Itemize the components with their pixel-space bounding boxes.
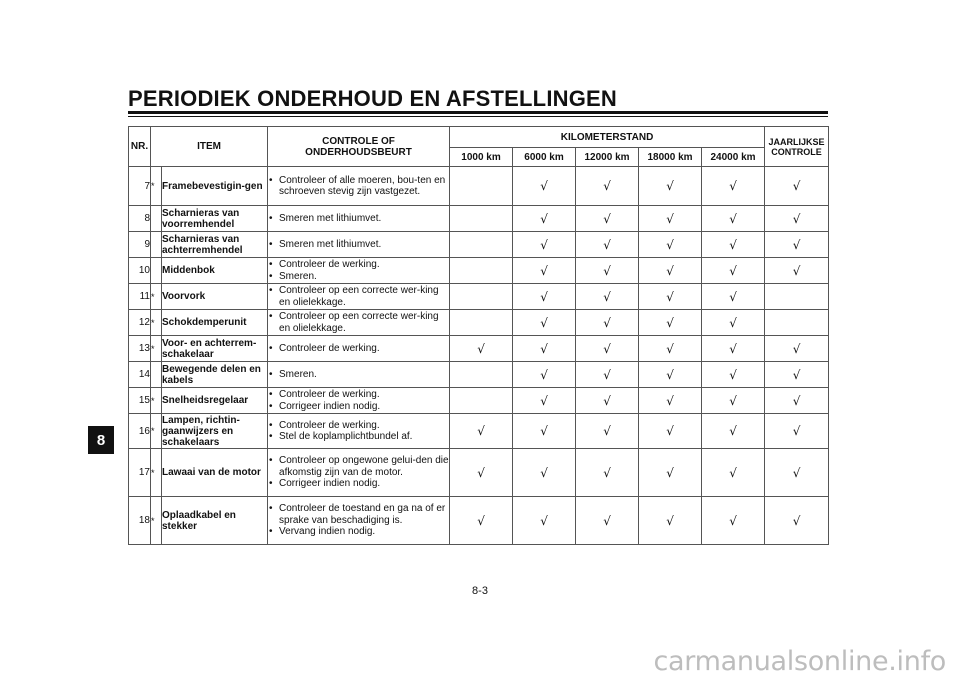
row-number: 7	[129, 167, 151, 206]
control-action: • Controleer op een correcte wer-king en olielekkage.	[268, 285, 449, 308]
interval-check: √	[639, 449, 702, 497]
interval-check	[450, 310, 513, 336]
item-name: Bewegende delen en kabels	[162, 362, 268, 388]
interval-check: √	[702, 449, 765, 497]
control-action: • Vervang indien nodig.	[268, 526, 449, 538]
item-name: Lawaai van de motor	[162, 449, 268, 497]
interval-check: √	[702, 388, 765, 414]
row-number: 8	[129, 206, 151, 232]
interval-check	[450, 284, 513, 310]
item-name: Oplaadkabel en stekker	[162, 497, 268, 545]
interval-check: √	[576, 497, 639, 545]
row-number: 14	[129, 362, 151, 388]
header-km: 18000 km	[639, 148, 702, 167]
control-actions	[268, 336, 450, 362]
dealer-service-marker	[151, 232, 162, 258]
item-name: Lampen, richtin-gaanwijzers en schakelaars	[162, 414, 268, 449]
header-km: 24000 km	[702, 148, 765, 167]
header-annual: JAARLIJKSE CONTROLE	[765, 127, 829, 167]
dealer-service-marker: *	[151, 388, 162, 414]
row-number: 9	[129, 232, 151, 258]
watermark: carmanualsonline.info	[653, 646, 946, 677]
interval-check: √	[576, 449, 639, 497]
dealer-service-marker: *	[151, 336, 162, 362]
title-rule-thick	[128, 111, 828, 114]
control-action: • Controleer of alle moeren, bou-ten en schroeven stevig zijn vastgezet.	[268, 175, 449, 198]
control-action: • Smeren met lithiumvet.	[268, 239, 449, 251]
interval-check: √	[513, 284, 576, 310]
row-number: 16	[129, 414, 151, 449]
interval-check: √	[639, 167, 702, 206]
interval-check: √	[513, 167, 576, 206]
interval-check: √	[576, 258, 639, 284]
interval-check: √	[639, 497, 702, 545]
header-km: 1000 km	[450, 148, 513, 167]
annual-check: √	[765, 414, 829, 449]
dealer-service-marker	[151, 362, 162, 388]
interval-check: √	[513, 206, 576, 232]
control-action: • Controleer de werking.	[268, 389, 449, 401]
control-action: • Stel de koplamplichtbundel af.	[268, 431, 449, 443]
control-action: • Corrigeer indien nodig.	[268, 478, 449, 490]
dealer-service-marker	[151, 206, 162, 232]
interval-check	[450, 388, 513, 414]
interval-check: √	[576, 284, 639, 310]
interval-check: √	[702, 310, 765, 336]
interval-check: √	[450, 497, 513, 545]
interval-check: √	[576, 414, 639, 449]
dealer-service-marker	[151, 258, 162, 284]
interval-check: √	[576, 167, 639, 206]
table-row	[129, 336, 829, 362]
header-odometer: KILOMETERSTAND	[450, 127, 765, 148]
interval-check: √	[702, 497, 765, 545]
page-number: 8-3	[472, 585, 488, 597]
control-action: • Controleer op een correcte wer-king en olielekkage.	[268, 311, 449, 334]
interval-check: √	[513, 497, 576, 545]
item-name: Snelheidsregelaar	[162, 388, 268, 414]
control-actions	[268, 388, 450, 414]
table-row	[129, 497, 829, 545]
control-actions	[268, 449, 450, 497]
row-number: 10	[129, 258, 151, 284]
header-control: CONTROLE OF ONDERHOUDSBEURT	[268, 127, 450, 167]
item-name: Scharnieras van voorremhendel	[162, 206, 268, 232]
annual-check	[765, 284, 829, 310]
annual-check: √	[765, 388, 829, 414]
item-name: Schokdemperunit	[162, 310, 268, 336]
interval-check: √	[450, 414, 513, 449]
interval-check	[450, 232, 513, 258]
control-actions	[268, 167, 450, 206]
interval-check: √	[513, 336, 576, 362]
control-actions	[268, 232, 450, 258]
dealer-service-marker: *	[151, 310, 162, 336]
page-title: PERIODIEK ONDERHOUD EN AFSTELLINGEN	[128, 86, 617, 111]
interval-check: √	[702, 206, 765, 232]
interval-check: √	[639, 284, 702, 310]
interval-check	[450, 206, 513, 232]
table-row	[129, 414, 829, 449]
control-actions	[268, 414, 450, 449]
interval-check: √	[639, 310, 702, 336]
interval-check: √	[513, 388, 576, 414]
annual-check: √	[765, 232, 829, 258]
interval-check: √	[450, 449, 513, 497]
interval-check: √	[702, 336, 765, 362]
dealer-service-marker: *	[151, 284, 162, 310]
item-name: Voor- en achterrem-schakelaar	[162, 336, 268, 362]
interval-check: √	[639, 336, 702, 362]
interval-check: √	[702, 167, 765, 206]
interval-check: √	[639, 258, 702, 284]
interval-check: √	[702, 284, 765, 310]
table-row	[129, 167, 829, 206]
row-number: 17	[129, 449, 151, 497]
control-actions	[268, 497, 450, 545]
control-action: • Smeren.	[268, 369, 449, 381]
annual-check: √	[765, 336, 829, 362]
control-action: • Controleer op ongewone gelui-den die afkomstig zijn van de motor.	[268, 455, 449, 478]
annual-check: √	[765, 362, 829, 388]
header-km: 12000 km	[576, 148, 639, 167]
control-actions	[268, 362, 450, 388]
header-km: 6000 km	[513, 148, 576, 167]
control-actions	[268, 310, 450, 336]
dealer-service-marker: *	[151, 497, 162, 545]
interval-check: √	[639, 388, 702, 414]
dealer-service-marker: *	[151, 167, 162, 206]
interval-check: √	[639, 206, 702, 232]
control-action: • Smeren met lithiumvet.	[268, 213, 449, 225]
interval-check: √	[513, 258, 576, 284]
header-item: ITEM	[151, 127, 268, 167]
header-nr: NR.	[129, 127, 151, 167]
interval-check: √	[513, 232, 576, 258]
interval-check: √	[576, 310, 639, 336]
table-row	[129, 449, 829, 497]
annual-check: √	[765, 258, 829, 284]
interval-check: √	[450, 336, 513, 362]
interval-check: √	[702, 258, 765, 284]
interval-check: √	[639, 414, 702, 449]
interval-check: √	[576, 336, 639, 362]
table-row	[129, 206, 829, 232]
title-rule-thin	[128, 116, 828, 117]
control-action: • Controleer de toestand en ga na of er sprake van beschadiging is.	[268, 503, 449, 526]
dealer-service-marker: *	[151, 414, 162, 449]
item-name: Voorvork	[162, 284, 268, 310]
interval-check: √	[639, 232, 702, 258]
interval-check: √	[576, 206, 639, 232]
chapter-tab: 8	[88, 426, 114, 454]
control-action: • Controleer de werking.	[268, 420, 449, 432]
table-row	[129, 284, 829, 310]
table-row	[129, 232, 829, 258]
annual-check: √	[765, 167, 829, 206]
table-row	[129, 258, 829, 284]
row-number: 18	[129, 497, 151, 545]
table-row	[129, 388, 829, 414]
interval-check: √	[576, 232, 639, 258]
row-number: 15	[129, 388, 151, 414]
item-name: Framebevestigin-gen	[162, 167, 268, 206]
control-actions	[268, 206, 450, 232]
interval-check	[450, 167, 513, 206]
annual-check	[765, 310, 829, 336]
table-row	[129, 362, 829, 388]
row-number: 12	[129, 310, 151, 336]
annual-check: √	[765, 449, 829, 497]
control-action: • Controleer de werking.	[268, 259, 449, 271]
annual-check: √	[765, 206, 829, 232]
interval-check: √	[513, 414, 576, 449]
control-action: • Controleer de werking.	[268, 343, 449, 355]
interval-check: √	[702, 232, 765, 258]
item-name: Middenbok	[162, 258, 268, 284]
row-number: 11	[129, 284, 151, 310]
interval-check: √	[576, 362, 639, 388]
interval-check: √	[639, 362, 702, 388]
control-actions	[268, 284, 450, 310]
maintenance-table	[128, 126, 829, 545]
dealer-service-marker: *	[151, 449, 162, 497]
interval-check	[450, 362, 513, 388]
control-action: • Corrigeer indien nodig.	[268, 401, 449, 413]
table-row	[129, 310, 829, 336]
control-action: • Smeren.	[268, 271, 449, 283]
interval-check: √	[576, 388, 639, 414]
interval-check: √	[513, 362, 576, 388]
interval-check: √	[513, 310, 576, 336]
interval-check: √	[702, 414, 765, 449]
annual-check: √	[765, 497, 829, 545]
row-number: 13	[129, 336, 151, 362]
interval-check: √	[702, 362, 765, 388]
item-name: Scharnieras van achterremhendel	[162, 232, 268, 258]
interval-check	[450, 258, 513, 284]
control-actions	[268, 258, 450, 284]
interval-check: √	[513, 449, 576, 497]
